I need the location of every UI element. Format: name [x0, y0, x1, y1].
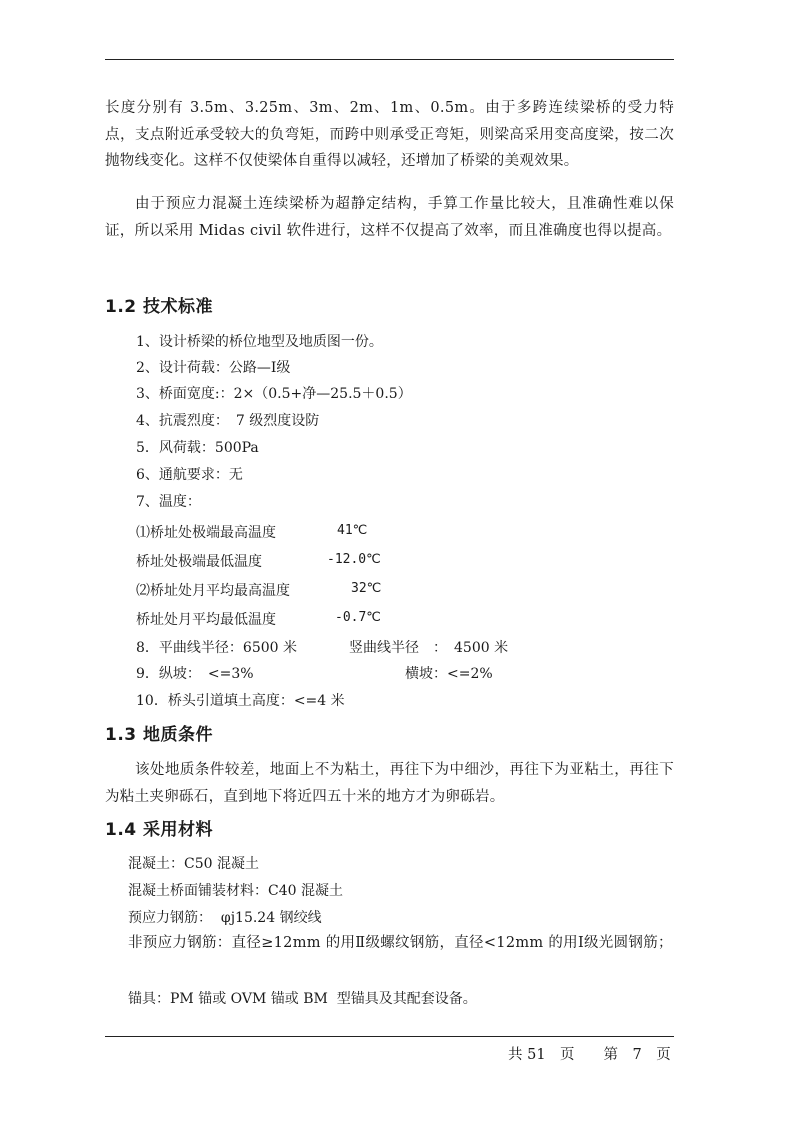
- temp-label-3: ⑵桥址处月平均最高温度: [136, 583, 290, 599]
- temp-label-4: 桥址处月平均最低温度: [136, 612, 276, 628]
- temp-value-1: 41℃: [337, 523, 368, 538]
- page-footer: 共 51 页 第 7 页: [508, 1047, 671, 1063]
- temp-label-2: 桥址处极端最低温度: [136, 554, 262, 570]
- temp-label-1: ⑴桥址处极端最高温度: [136, 525, 276, 541]
- standard-item-8-horizontal: 8．平曲线半径：6500 米: [136, 640, 297, 656]
- intro-paragraph-2: 由于预应力混凝土连续梁桥为超静定结构，手算工作量比较大，且准确性难以保证，所以采用 Midas civil 软件进行，这样不仅提高了效率，而且准确度也得以提高。: [105, 196, 674, 239]
- standard-item-6: 6、通航要求：无: [136, 467, 243, 483]
- section-heading-1-3: 1.3 地质条件: [105, 725, 214, 745]
- section-heading-1-2: 1.2 技术标准: [105, 297, 214, 317]
- standard-item-1: 1、设计桥梁的桥位地型及地质图一份。: [136, 334, 383, 350]
- material-line-2: 混凝土桥面铺装材料：C40 混凝土: [128, 883, 343, 899]
- footer-rule: [105, 1036, 674, 1037]
- temp-value-2: -12.0℃: [327, 552, 381, 567]
- temp-value-3: 32℃: [351, 581, 382, 596]
- material-line-anchor: 锚具：PM 锚或 OVM 锚或 BM 型锚具及其配套设备。: [128, 991, 477, 1007]
- intro-paragraph-1: 长度分别有 3.5m、3.25m、3m、2m、1m、0.5m。由于多跨连续梁桥的受力特点，支点附近承受较大的负弯矩，而跨中则承受正弯矩，则梁高采用变高度梁，按二次抛物线变化。这样不仅使梁体自重得以减轻，还增加了桥梁的美观效果。: [105, 100, 674, 169]
- standard-item-2: 2、设计荷载：公路—Ⅰ级: [136, 360, 291, 376]
- standard-item-7: 7、温度：: [136, 494, 201, 510]
- standard-item-4: 4、抗震烈度： 7 级烈度设防: [136, 413, 320, 429]
- material-line-1: 混凝土：C50 混凝土: [128, 856, 259, 872]
- standard-item-10: 10．桥头引道填土高度：<=4 米: [136, 693, 345, 709]
- section-heading-1-4: 1.4 采用材料: [105, 820, 214, 840]
- material-paragraph: 非预应力钢筋：直径≥12mm 的用Ⅱ级螺纹钢筋，直径<12mm 的用Ⅰ级光圆钢筋；: [128, 935, 673, 951]
- standard-item-8-vertical: 竖曲线半径 ： 4500 米: [349, 640, 509, 656]
- standard-item-9-longitudinal: 9．纵坡： <=3%: [136, 666, 254, 682]
- standard-item-9-transverse: 横坡：<=2%: [405, 666, 493, 682]
- material-line-3: 预应力钢筋： φj15.24 钢绞线: [128, 910, 322, 926]
- standard-item-3: 3、桥面宽度:：2×（0.5+净—25.5＋0.5）: [136, 386, 412, 402]
- geology-paragraph: 该处地质条件较差，地面上不为粘土，再往下为中细沙，再往下为亚粘土，再往下为粘土夹卵砾石，直到地下将近四五十米的地方才为卵砾岩。: [105, 762, 674, 805]
- temp-value-4: -0.7℃: [335, 610, 381, 625]
- standard-item-5: 5．风荷载：500Pa: [136, 440, 259, 456]
- header-rule: [105, 59, 674, 60]
